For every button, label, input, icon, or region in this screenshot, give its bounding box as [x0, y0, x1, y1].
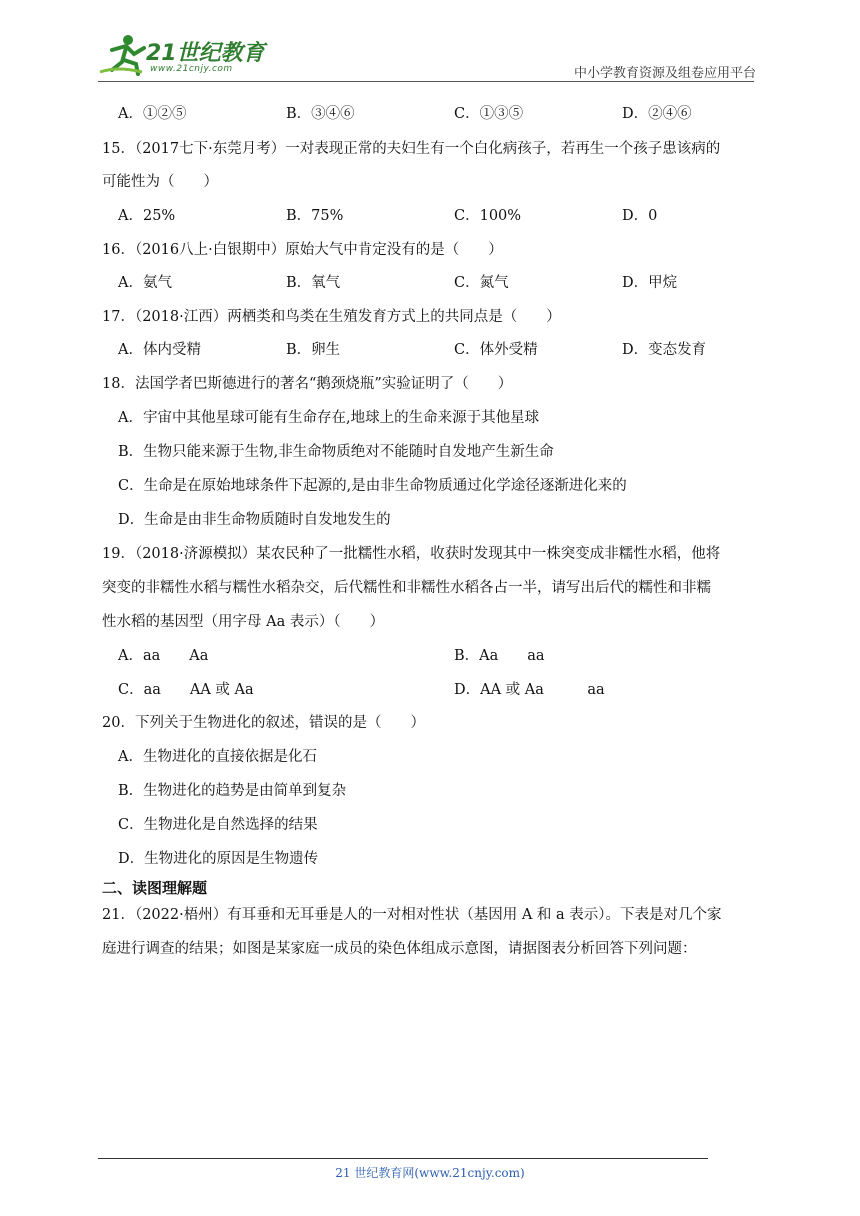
text-line: C．100% — [454, 208, 522, 224]
header-divider — [98, 81, 754, 82]
text-line: A．宇宙中其他星球可能有生命存在,地球上的生命来源于其他星球 — [118, 410, 540, 426]
footer-text: 21 世纪教育网(www.21cnjy.com) — [335, 1166, 525, 1180]
text-line: 15．（2017七下·东莞月考）一对表现正常的夫妇生有一个白化病孩子，若再生一个孩子患该病的 — [102, 141, 721, 157]
text-line: C．体外受精 — [454, 342, 538, 358]
text-line: 性水稻的基因型（用字母 Aa 表示）（ ） — [102, 614, 385, 630]
text-line: B．生物只能来源于生物,非生命物质绝对不能随时自发地产生新生命 — [118, 444, 554, 460]
text-line: D．变态发育 — [622, 342, 707, 358]
text-line: A．①②⑤ — [118, 106, 187, 122]
text-line: D．甲烷 — [622, 275, 678, 291]
text-line: C．生命是在原始地球条件下起源的,是由非生命物质通过化学途径逐渐进化来的 — [118, 478, 627, 494]
text-line: 突变的非糯性水稻与糯性水稻杂交，后代糯性和非糯性水稻各占一半，请写出后代的糯性和非糯 — [102, 580, 711, 596]
text-line: D．生命是由非生命物质随时自发地发生的 — [118, 512, 391, 528]
text-line: 17．（2018·江西）两栖类和鸟类在生殖发育方式上的共同点是（ ） — [102, 309, 561, 325]
text-line: 可能性为（ ） — [102, 174, 218, 190]
text-line: 19．（2018·济源模拟）某农民种了一批糯性水稻，收获时发现其中一株突变成非糯性水稻，他将 — [102, 546, 721, 562]
text-line: C．①③⑤ — [454, 106, 524, 122]
text-line: 庭进行调查的结果；如图是某家庭一成员的染色体组成示意图，请据图表分析回答下列问题： — [102, 941, 697, 957]
text-line: A．氨气 — [118, 275, 172, 291]
footer-divider — [98, 1158, 708, 1159]
text-line: B．氧气 — [286, 275, 341, 291]
text-line: D．生物进化的原因是生物遗传 — [118, 851, 319, 867]
text-line: C．氮气 — [454, 275, 509, 291]
text-line: A．生物进化的直接依据是化石 — [118, 749, 317, 765]
text-line: 18．法国学者巴斯德进行的著名“鹅颈烧瓶”实验证明了（ ） — [102, 376, 513, 392]
text-line: A．aa Aa — [118, 648, 209, 664]
text-line: B．生物进化的趋势是由简单到复杂 — [118, 783, 347, 799]
text-line: A．体内受精 — [118, 342, 201, 358]
logo-text: 21世纪教育 — [146, 41, 265, 66]
text-line: D．②④⑥ — [622, 106, 692, 122]
section-title: 二、读图理解题 — [102, 879, 208, 897]
text-line: D．AA 或 Aa aa — [454, 682, 605, 698]
text-line: 20．下列关于生物进化的叙述，错误的是（ ） — [102, 715, 425, 731]
text-line: B．卵生 — [286, 342, 341, 358]
text-line: D．0 — [622, 208, 658, 224]
text-line: B．③④⑥ — [286, 106, 355, 122]
logo-url: www.21cnjy.com — [150, 64, 233, 74]
text-line: C．aa AA 或 Aa — [118, 682, 254, 698]
platform-tagline: 中小学教育资源及组卷应用平台 — [573, 66, 756, 81]
text-line: B．Aa aa — [454, 648, 545, 664]
text-line: 16．（2016八上·白银期中）原始大气中肯定没有的是（ ） — [102, 242, 503, 258]
site-logo — [98, 30, 268, 82]
text-line: B．75% — [286, 208, 344, 224]
text-line: A．25% — [118, 208, 176, 224]
text-line: C．生物进化是自然选择的结果 — [118, 817, 318, 833]
text-line: 21．（2022·梧州）有耳垂和无耳垂是人的一对相对性状（基因用 A 和 a 表示）。下表是对几个家 — [102, 907, 722, 923]
